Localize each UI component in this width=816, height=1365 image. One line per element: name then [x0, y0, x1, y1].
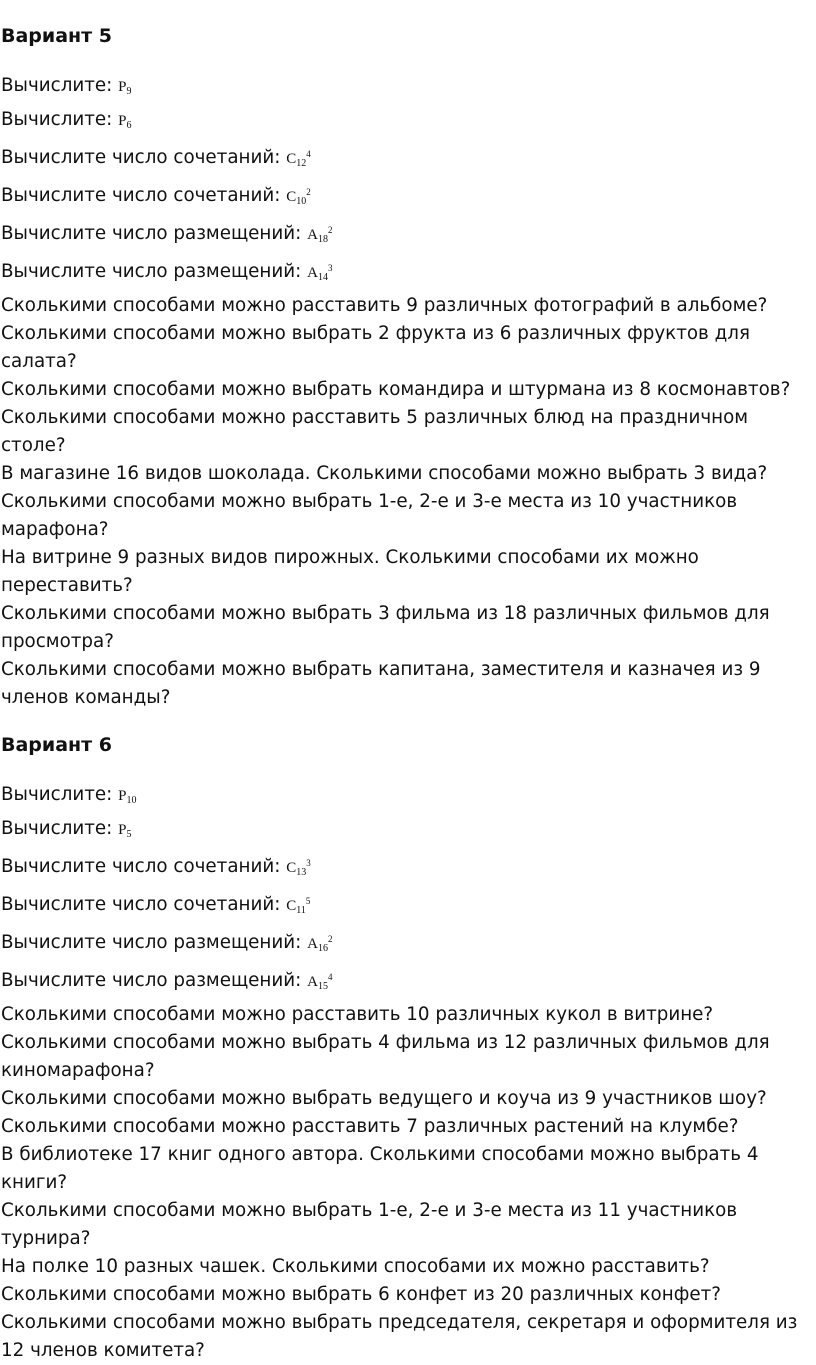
formula-subscript: 11 — [296, 905, 306, 916]
word-problem: Сколькими способами можно расставить 7 различных растений на клумбе? — [1, 1116, 739, 1137]
formula-subscript: 5 — [126, 829, 132, 840]
formula — [286, 189, 311, 205]
task-label: Вычислите число размещений: — [1, 223, 302, 244]
word-problem: Сколькими способами можно выбрать 1-е, 2-е и 3-е места из 11 участников турнира? — [1, 1200, 738, 1249]
formula — [307, 265, 332, 281]
task-label: Вычислите число сочетаний: — [1, 147, 281, 168]
spacer — [1, 759, 801, 781]
formula-superscript: 4 — [306, 149, 311, 159]
word-problem: Сколькими способами можно расставить 10 различных кукол в витрине? — [1, 1004, 714, 1025]
calc-task — [1, 254, 801, 292]
formula-subscript: 15 — [317, 981, 328, 992]
formula-letter: C — [286, 151, 297, 167]
calc-task — [1, 106, 801, 140]
formula-letter: C — [286, 860, 297, 876]
formula-subscript: 6 — [126, 120, 132, 131]
formula — [118, 822, 131, 838]
formula-superscript: 2 — [327, 225, 333, 235]
word-problem: В магазине 16 видов шоколада. Сколькими способами можно выбрать 3 вида? — [1, 463, 768, 484]
task-label: Вычислите: — [1, 75, 113, 96]
task-label: Вычислите число сочетаний: — [1, 894, 281, 915]
variant-title: Вариант 5 — [1, 25, 113, 47]
formula — [118, 788, 136, 804]
word-problem: На витрине 9 разных видов пирожных. Сколькими способами их можно переставить? — [1, 547, 699, 596]
formula — [286, 898, 310, 914]
formula-letter: C — [286, 898, 297, 914]
word-problem: Сколькими способами можно выбрать ведущего и коуча из 9 участников шоу? — [1, 1088, 767, 1109]
formula-subscript: 14 — [317, 272, 328, 283]
formula — [118, 79, 131, 95]
calc-task — [1, 887, 801, 925]
word-problem: Сколькими способами можно выбрать председателя, секретаря и оформителя из 12 членов комитета? — [1, 1312, 798, 1361]
formula-letter: P — [118, 79, 127, 95]
word-problem: В библиотеке 17 книг одного автора. Сколькими способами можно выбрать 4 книги? — [1, 1144, 759, 1193]
word-problem: Сколькими способами можно выбрать капитана, заместителя и казначея из 9 членов команды? — [1, 659, 761, 708]
word-problem: Сколькими способами можно выбрать 1-е, 2-е и 3-е места из 10 участников марафона? — [1, 491, 738, 540]
formula-superscript: 2 — [306, 187, 311, 197]
task-label: Вычислите число размещений: — [1, 261, 302, 282]
calc-task — [1, 849, 801, 887]
formula-superscript: 4 — [327, 972, 333, 982]
formula-letter: C — [286, 189, 297, 205]
formula-subscript: 16 — [317, 943, 328, 954]
formula-subscript: 18 — [317, 234, 328, 245]
word-problem: Сколькими способами можно выбрать 2 фрукта из 6 различных фруктов для салата? — [1, 323, 750, 372]
formula — [307, 974, 332, 990]
calc-task — [1, 178, 801, 216]
word-problem: Сколькими способами можно расставить 9 различных фотографий в альбоме? — [1, 295, 768, 316]
task-label: Вычислите число размещений: — [1, 932, 302, 953]
word-problem: Сколькими способами можно расставить 5 различных блюд на праздничном столе? — [1, 407, 749, 456]
formula-letter: A — [307, 974, 318, 990]
calc-task — [1, 216, 801, 254]
formula-subscript: 12 — [296, 158, 307, 169]
formula-subscript: 10 — [296, 196, 307, 207]
calc-task — [1, 963, 801, 1001]
formula-letter: A — [307, 227, 318, 243]
formula-letter: A — [307, 936, 318, 952]
variant-section — [1, 731, 801, 1365]
formula — [307, 227, 332, 243]
formula-letter: P — [118, 113, 127, 129]
formula-letter: P — [118, 788, 127, 804]
task-label: Вычислите число размещений: — [1, 970, 302, 991]
variant-title: Вариант 6 — [1, 734, 113, 756]
task-label: Вычислите число сочетаний: — [1, 185, 281, 206]
calc-task — [1, 140, 801, 178]
calc-task — [1, 815, 801, 849]
task-label: Вычислите: — [1, 109, 113, 130]
formula-subscript: 9 — [126, 86, 132, 97]
calc-task — [1, 925, 801, 963]
word-problem: Сколькими способами можно выбрать 4 фильма из 12 различных фильмов для киномарафона? — [1, 1032, 770, 1081]
formula-superscript: 2 — [327, 934, 333, 944]
formula-superscript: 3 — [306, 858, 311, 868]
formula-superscript: 5 — [305, 896, 311, 906]
formula — [286, 860, 311, 876]
formula-subscript: 10 — [126, 795, 137, 806]
word-problem: На полке 10 разных чашек. Сколькими способами их можно расставить? — [1, 1256, 710, 1277]
formula-letter: A — [307, 265, 318, 281]
formula-letter: P — [118, 822, 127, 838]
task-label: Вычислите число сочетаний: — [1, 856, 281, 877]
calc-task — [1, 72, 801, 106]
calc-task — [1, 781, 801, 815]
formula-subscript: 13 — [296, 867, 307, 878]
formula-superscript: 3 — [327, 263, 333, 273]
formula — [286, 151, 311, 167]
formula — [307, 936, 332, 952]
spacer — [1, 50, 801, 72]
variant-section — [1, 22, 801, 712]
word-problem: Сколькими способами можно выбрать 6 конфет из 20 различных конфет? — [1, 1284, 721, 1305]
task-label: Вычислите: — [1, 818, 113, 839]
formula — [118, 113, 131, 129]
word-problem: Сколькими способами можно выбрать 3 фильма из 18 различных фильмов для просмотра? — [1, 603, 770, 652]
task-label: Вычислите: — [1, 784, 113, 805]
word-problem: Сколькими способами можно выбрать командира и штурмана из 8 космонавтов? — [1, 379, 791, 400]
